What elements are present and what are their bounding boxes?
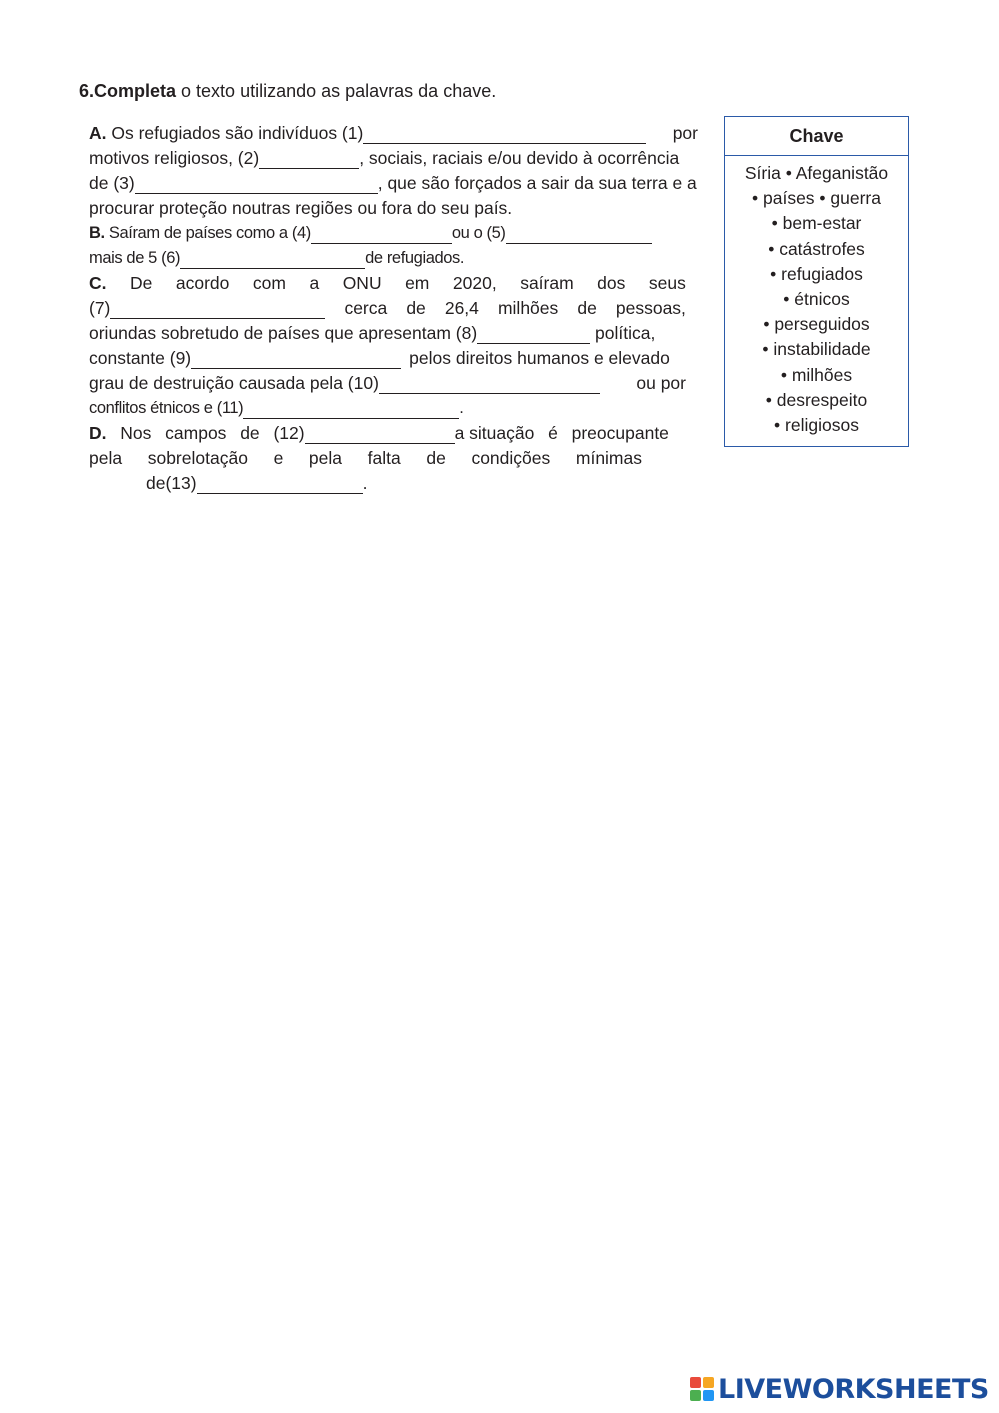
paragraph-d-line-2: pela sobrelotação e pela falta de condições mínimas [89, 448, 642, 468]
key-line: • religiosos [774, 415, 859, 436]
exercise-heading [79, 80, 496, 102]
key-line: Síria • Afeganistão [744, 163, 889, 183]
blank-10[interactable] [379, 375, 600, 394]
paragraph-c-line-4: constante (9) pelos direitos humanos e elevado [89, 348, 670, 368]
key-line: • catástrofes [768, 238, 865, 259]
paragraph-c-line-6: conflitos étnicos e (11) . [89, 399, 464, 417]
key-line: • milhões [780, 364, 853, 385]
blank-2[interactable] [259, 150, 359, 169]
exercise-text [89, 121, 706, 496]
paragraph-d-letter: D. [89, 423, 107, 443]
blank-8[interactable] [477, 325, 590, 344]
key-line: • países • guerra [752, 188, 881, 209]
key-line: • étnicos [783, 289, 850, 310]
exercise-number: 6.Completa [79, 81, 177, 101]
word-key-box [724, 116, 909, 447]
liveworksheets-logo-text: LIVEWORKSHEETS [718, 1373, 989, 1405]
key-line: • desrespeito [765, 389, 868, 410]
paragraph-a-letter: A. [89, 123, 107, 143]
logo-square [703, 1377, 714, 1388]
paragraph-a-line-3: de (3) , que são forçados a sair da sua terra e a [89, 173, 697, 193]
paragraph-c-line-1: C. De acordo com a ONU em 2020, saíram dos seus [89, 271, 686, 296]
paragraph-a-line-4: procurar proteção noutras regiões ou fora do seu país. [89, 198, 513, 218]
paragraph-a-line-2: motivos religiosos, (2) , sociais, raciais e/ou devido à ocorrência [89, 148, 680, 168]
liveworksheets-logo-icon [690, 1377, 714, 1401]
paragraph-c-line-2: (7) cerca de 26,4 milhões de pessoas, [89, 298, 686, 318]
blank-13[interactable] [197, 475, 363, 494]
paragraph-b-letter: B. [89, 224, 105, 242]
exercise-instruction: o texto utilizando as palavras da chave. [176, 81, 497, 101]
paragraph-c-line-3: oriundas sobretudo de países que apresentam (8) política, [89, 323, 656, 343]
paragraph-c-letter: C. [89, 273, 107, 293]
logo-square [703, 1390, 714, 1401]
key-line: • perseguidos [763, 314, 870, 335]
key-line: • refugiados [770, 263, 863, 284]
paragraph-c-line-5: grau de destruição causada pela (10) ou por [89, 373, 686, 393]
blank-3[interactable] [135, 175, 378, 194]
blank-1[interactable] [363, 125, 646, 144]
word-key-title: Chave [725, 117, 908, 156]
blank-9[interactable] [191, 350, 401, 369]
logo-square [690, 1390, 701, 1401]
logo-square [690, 1377, 701, 1388]
key-line: • instabilidade [762, 339, 871, 360]
blank-12[interactable] [305, 425, 455, 444]
paragraph-d-line-3: de(13) . [146, 473, 368, 493]
word-key-list [725, 156, 908, 438]
blank-5[interactable] [506, 225, 652, 244]
liveworksheets-logo [690, 1374, 989, 1404]
blank-7[interactable] [110, 300, 325, 319]
key-line: • bem-estar [771, 213, 862, 234]
paragraph-b-line-1: B. Saíram de países como a (4) ou o (5) [89, 221, 706, 246]
blank-11[interactable] [243, 400, 459, 419]
blank-6[interactable] [180, 250, 365, 269]
paragraph-d-line-1: D. Nos campos de (12) a situação é preocupante [89, 421, 669, 446]
paragraph-a-line-1: A. Os refugiados são indivíduos (1) por [89, 123, 698, 143]
paragraph-b-line-2: mais de 5 (6) de refugiados. [89, 249, 465, 267]
blank-4[interactable] [311, 225, 452, 244]
